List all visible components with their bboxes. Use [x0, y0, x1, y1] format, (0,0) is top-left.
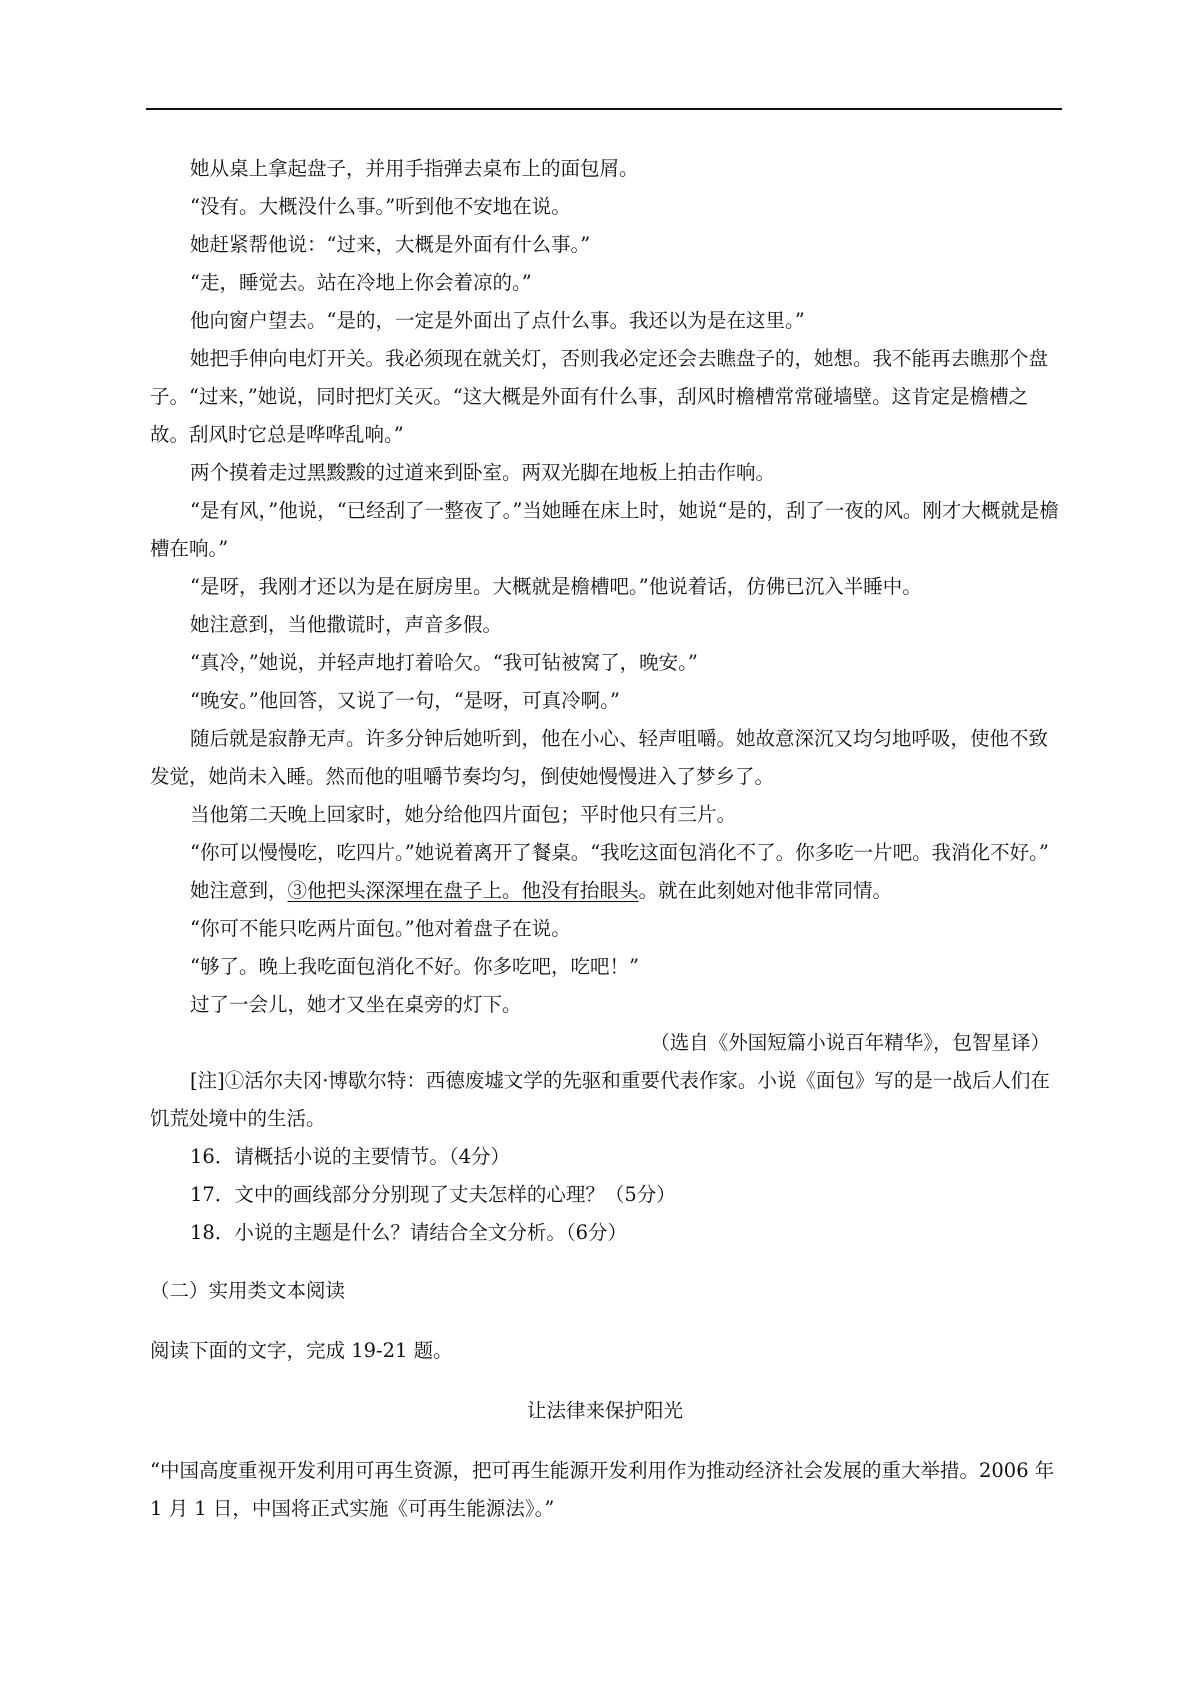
section-heading: （二）实用类文本阅读: [150, 1279, 346, 1302]
question: 16．请概括小说的主要情节。（4分）: [190, 1145, 510, 1168]
paragraph: 她把手伸向电灯开关。我必须现在就关灯，否则我必定还会去瞧盘子的，她想。我不能再去瞧那个盘子。“过来，”她说，同时把灯关灭。“这大概是外面有什么事，刮风时檐槽常常碰墙壁。这肯定是檐槽之故。刮风时它总是哗哗乱响。”: [150, 347, 1049, 446]
paragraph: “晚安。”他回答，又说了一句，“是呀，可真冷啊。”: [190, 689, 620, 712]
paragraph: “走，睡觉去。站在冷地上你会着凉的。”: [190, 271, 532, 294]
paragraph: “真冷，”她说，并轻声地打着哈欠。“我可钻被窝了，晚安。”: [190, 651, 698, 674]
question: 18．小说的主题是什么？请结合全文分析。（6分）: [190, 1221, 627, 1244]
instruction: 阅读下面的文字，完成 19-21 题。: [150, 1339, 453, 1362]
text-before: 她注意到，: [190, 879, 288, 902]
paragraph: 过了一会儿，她才又坐在桌旁的灯下。: [190, 993, 522, 1016]
paragraph: “是呀，我刚才还以为是在厨房里。大概就是檐槽吧。”他说着话，仿佛已沉入半睡中。: [190, 575, 922, 598]
question: 17．文中的画线部分分别现了丈夫怎样的心理？（5分）: [190, 1183, 676, 1206]
header-rule: [146, 108, 1062, 110]
paragraph: “够了。晚上我吃面包消化不好。你多吃吧，吃吧！”: [190, 955, 639, 978]
paragraph: “没有。大概没什么事。”听到他不安地在说。: [190, 195, 571, 218]
paragraph: 她赶紧帮他说：“过来，大概是外面有什么事。”: [190, 233, 591, 256]
article-title: 让法律来保护阳光: [526, 1399, 683, 1422]
paragraph: “你可以慢慢吃，吃四片。”她说着离开了餐桌。“我吃这面包消化不了。你多吃一片吧。我消化不好。”: [190, 841, 1049, 864]
source-citation: （选自《外国短篇小说百年精华》，包智星译）: [650, 1031, 1050, 1054]
text-after: 。就在此刻她对他非常同情。: [638, 879, 893, 902]
paragraph-underlined: [150, 872, 1060, 910]
paragraph: 当他第二天晚上回家时，她分给他四片面包；平时他只有三片。: [190, 803, 737, 826]
underlined-text: ③他把头深深埋在盘子上。他没有抬眼头: [287, 879, 639, 902]
paragraph: 他向窗户望去。“是的，一定是外面出了点什么事。我还以为是在这里。”: [190, 309, 805, 332]
footnote: [注]①活尔夫冈·博歇尔特：西德废墟文学的先驱和重要代表作家。小说《面包》写的是一战后人们在饥荒处境中的生活。: [150, 1069, 1050, 1130]
paragraph: “是有风，”他说，“已经刮了一整夜了。”当她睡在床上时，她说“是的，刮了一夜的风。刚才大概就是檐槽在响。”: [150, 499, 1059, 560]
paragraph: 两个摸着走过黑黢黢的过道来到卧室。两双光脚在地板上拍击作响。: [190, 461, 776, 484]
paragraph: “你可不能只吃两片面包。”他对着盘子在说。: [190, 917, 571, 940]
document-page: [150, 150, 1060, 1528]
paragraph: 她注意到，当他撒谎时，声音多假。: [190, 613, 503, 636]
paragraph: 她从桌上拿起盘子，并用手指弹去桌布上的面包屑。: [190, 157, 639, 180]
quote-paragraph: “中国高度重视开发利用可再生资源，把可再生能源开发利用作为推动经济社会发展的重大举措。2006 年 1 月 1 日，中国将正式实施《可再生能源法》。”: [150, 1459, 1055, 1520]
paragraph: 随后就是寂静无声。许多分钟后她听到，他在小心、轻声咀嚼。她故意深沉又均匀地呼吸，使他不致发觉，她尚未入睡。然而他的咀嚼节奏均匀，倒使她慢慢进入了梦乡了。: [150, 727, 1049, 788]
